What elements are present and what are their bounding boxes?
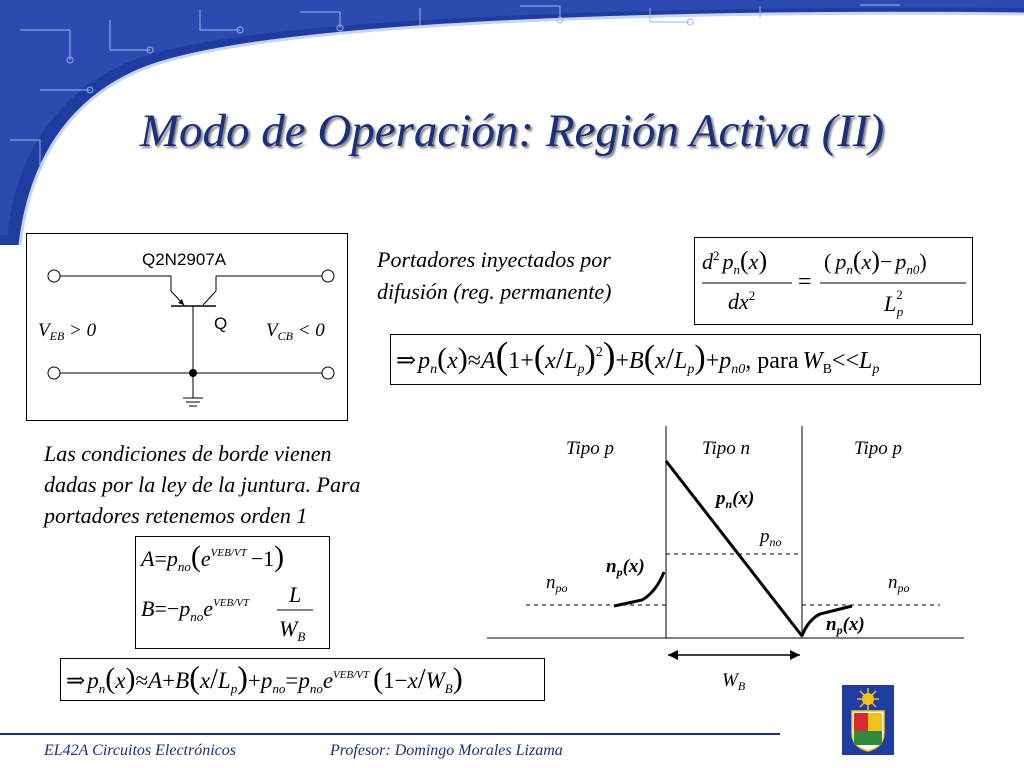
- terminal-collector: [322, 270, 334, 282]
- svg-text:d2pn(x): $d^2$ $p_n(x)$: [702, 246, 768, 277]
- pn-label: $p_n(x)$: [716, 488, 755, 511]
- svg-text:Tipo n: Tipo n: [702, 438, 751, 459]
- footer-course: EL42A Circuitos Electrónicos: [44, 742, 236, 759]
- svg-text:=: =: [798, 269, 812, 295]
- terminal-base-right: [322, 367, 334, 379]
- terminal-emitter: [48, 270, 60, 282]
- wb-label: $W_B$: [722, 670, 746, 693]
- svg-text:Tipo p: Tipo p: [854, 438, 903, 459]
- veb-condition: $V_{EB} > 0$: [38, 320, 97, 343]
- svg-text:(pn(x)−pn0): ( $p_n(x)- p_{n0}$): [824, 246, 927, 277]
- svg-text:Tipo p: Tipo p: [566, 438, 615, 459]
- diffusion-equation: [694, 237, 974, 326]
- boundary-conditions-text: Las condiciones de borde vienen dadas por la ley de la juntura. Para portadores retenemos orden 1: [44, 441, 361, 528]
- svg-text:A=pno(eVEB/VT−1): $A=p_{no}(e^{VEB/VT} -1)$: [141, 540, 285, 574]
- svg-text:dx2: $dx^2$: [728, 288, 756, 314]
- npo-label-left: $n_{po}$: [546, 572, 568, 595]
- terminal-base-left: [48, 367, 60, 379]
- svg-text:WB: $W_B$: [279, 616, 306, 644]
- minority-carrier-plot: [484, 424, 974, 700]
- vcb-condition: $V_{CB} < 0$: [266, 320, 325, 343]
- transistor-part-number: Q2N2907A: [142, 250, 227, 269]
- injected-carriers-text: Portadores inyectados por difusión (reg. permanente): [377, 247, 612, 304]
- svg-text:L: L: [289, 582, 302, 607]
- npo-label-right: $n_{po}$: [888, 572, 910, 595]
- svg-text:L2p: $L^2$ p: [884, 287, 904, 319]
- constants-equation: [135, 536, 331, 650]
- pno-label: $p_{no}$: [760, 526, 782, 549]
- footer-professor: Profesor: Domingo Morales Lizama: [330, 742, 563, 759]
- slide-title: Modo de Operación: Región Activa (II): [139, 105, 885, 157]
- final-equation: [60, 658, 546, 702]
- transistor-label: Q: [214, 314, 228, 333]
- np-label-left: $n_p(x)$: [606, 556, 645, 579]
- bjt-circuit-diagram: [26, 233, 348, 421]
- university-seal-logo: [842, 685, 894, 755]
- svg-text:⇒pn(x)≈A(1+(x/Lp)2)+B(x/Lp)+pn: $\Rightarrow p_n(x)\approx A(1+(x/L_p)^2)+B(x/L_p)+p_{n0}$, para $W_B<<L_p$: [396, 335, 880, 377]
- np-label-right: $n_p(x)$: [826, 614, 865, 637]
- svg-text:⇒pn(x)≈A+B(x/Lp)+pno=pnoeVEB/V: $\Rightarrow p_n(x)\approx A+B(x/L_p)+p_{no}=p_{no}e^{VEB/VT}$ $(1-x/W_B)$: [66, 659, 463, 696]
- svg-text:B=−pnoeVEB/VT: $B=-p_{no}e^{VEB/VT}$: [141, 596, 250, 624]
- solution-equation: [390, 334, 982, 386]
